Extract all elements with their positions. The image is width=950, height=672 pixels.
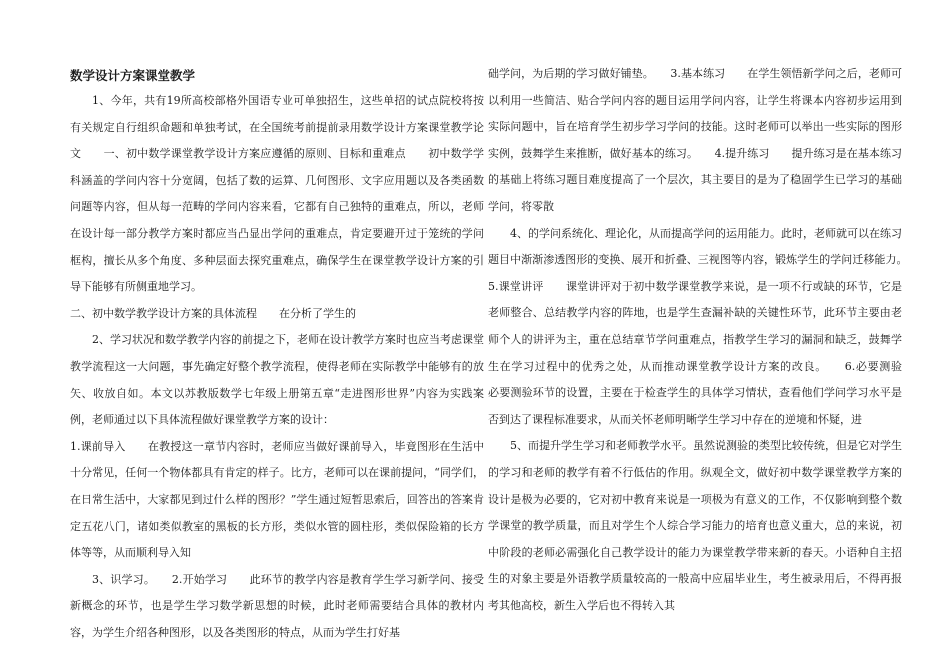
section-heading: 二、初中数学教学设计方案的具体流程 在分析了学生的 [70,306,356,320]
paragraph: 3、识学习。 2.开始学习 此环节的教学内容是教育学生学习新学问、接受新概念的环节，也是学生学习数学新思想的时候，此时老师需要结合具体的教材内容，为学生介绍各种图形，以及各类图形的特点，从而为学生打好基 [70,572,484,639]
left-column [70,64,484,646]
paragraph: 1.课前导入 在教授这一章节内容时，老师应当做好课前导入，毕竟图形在生活中十分常见，任何一个物体都具有肯定的样子。比方，老师可以在课前提问，“同学们，在日常生活中，大家都见到过什么样的图形？”学生通过短暂思索后，回答出的答案肯定五花八门，诸如类似教室的黑板的长方形，类似水管的圆柱形，类似保险箱的长方体等等，从而顺利导入知 [70,439,484,560]
document-title: 数学设计方案课堂教学 [70,68,196,83]
paragraph: 4、的学问系统化、理论化，从而提高学问的运用能力。此时，老师就可以在练习题目中渐渐渗透图形的变换、展开和折叠、三视图等内容，锻炼学生的学问迁移能力。 5.课堂讲评 课堂讲评对于初中数学课堂教学来说，是一项不行或缺的环节，它是老师整合、总结教学内容的阵地，也是学生查漏补缺的关键性环节，此环节主要由老师个人的讲评为主，重在总结章节学问重难点，指教学生学习的漏洞和缺乏，鼓舞学生在学习过程中的优秀之处，从而推动课堂教学设计方案的改良。 6.必要测验 必要测验环节的设置，主要在于检查学生的具体学习情状，查看他们学问学习水平是否到达了课程标准要求，从而关怀老师明晰学生学习中存在的逆境和怀疑，进 [488,226,924,426]
right-column [488,61,924,619]
paragraph: 1、今年，共有19所高校部格外国语专业可单独招生，这些单招的试点院校将按有关规定自行组织命题和单独考试，在全国统考前提前录用数学设计方案课堂教学论文 一、初中数学课堂教学设计方案应遵循的原则、目标和重难点 初中数学学科涵盖的学问内容十分宽阔，包括了数的运算、几何图形、文字应用题以及各类函数问题等内容，但从每一范畴的学问内容来看，它都有自己独特的重难点，所以，老师在设计每一部分教学方案时都应当凸显出学问的重难点，肯定要避开过于笼统的学问框构，擅长从多个角度、多种层面去探究重难点，确保学生在课堂教学设计方案的引导下能够有所侧重地学习。 [70,94,484,294]
paragraph: 5、而提升学生学习和老师教学水平。虽然说测验的类型比较传统，但是它对学生的学习和老师的教学有着不行低估的作用。纵观全文，做好初中数学课堂教学方案的设计是极为必要的，它对初中教育来说是一项极为有意义的工作，不仅影响到整个数学课堂的教学质量，而且对学生个人综合学习能力的培育也意义重大，总的来说，初中阶段的老师必需强化自己教学设计的能力为课堂教学带来新的春天。小语种自主招生的对象主要是外语教学质量较高的一般高中应届毕业生，考生被录用后，不得再报考其他高校，新生入学后也不得转入其 [488,439,902,612]
paragraph: 础学问，为后期的学习做好铺垫。 3.基本练习 在学生领悟新学问之后，老师可以利用一些简洁、贴合学问内容的题目运用学问内容，让学生将课本内容初步运用到实际问题中，旨在培育学生初步学习学问的技能。这时老师可以举出一些实际的图形实例，鼓舞学生来推断，做好基本的练习。 4.提升练习 提升练习是在基本练习的基础上将练习题目难度提高了一个层次，其主要目的是为了稳固学生已学习的基础学问，将零散 [488,67,902,213]
paragraph: 2、学习状况和数学教学内容的前提之下，老师在设计教学方案时也应当考虑课堂教学流程这一大问题，事先确定好整个教学流程，使得老师在实际教学中能够有的放矢、收放自如。本文以苏教版数学七年级上册第五章“走进图形世界”内容为实践案例，老师通过以下具体流程做好课堂教学方案的设计： [70,333,484,427]
